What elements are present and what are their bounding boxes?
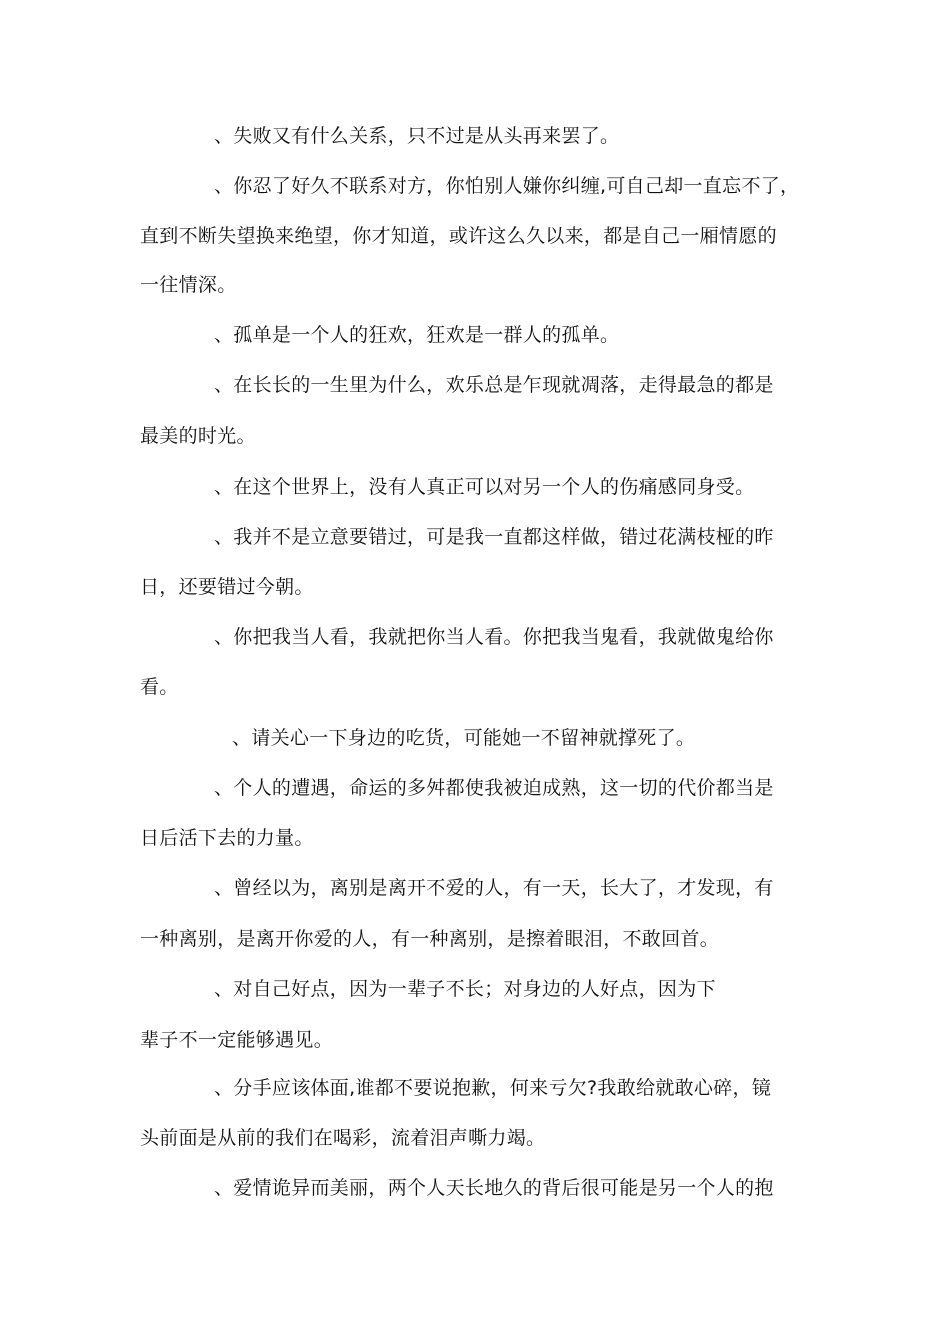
text-line: 直到不断失望换来绝望，你才知道，或许这么久以来，都是自己一厢情愿的 [140, 225, 777, 247]
text-line: 日后活下去的力量。 [140, 827, 314, 849]
text-line: 、对自己好点，因为一辈子不长；对身边的人好点，因为下 [214, 978, 716, 1000]
text-line: 、请关心一下身边的吃货，可能她一不留神就撑死了。 [232, 727, 696, 749]
text-line: 头前面是从前的我们在喝彩，流着泪声嘶力竭。 [140, 1127, 546, 1149]
text-line: 一种离别，是离开你爱的人，有一种离别，是擦着眼泪，不敢回首。 [140, 928, 720, 950]
text-line: 最美的时光。 [140, 425, 256, 447]
text-line: 看。 [140, 676, 179, 698]
text-line: 一往情深。 [140, 274, 237, 296]
text-line: 日，还要错过今朝。 [140, 576, 314, 598]
text-line: 、分手应该体面,谁都不要说抱歉，何来亏欠?我敢给就敢心碎，镜 [214, 1077, 772, 1099]
text-line: 、爱情诡异而美丽，两个人天长地久的背后很可能是另一个人的抱 [214, 1177, 774, 1199]
text-line: 辈子不一定能够遇见。 [140, 1029, 334, 1051]
text-line: 、在长长的一生里为什么，欢乐总是乍现就凋落，走得最急的都是 [214, 374, 774, 396]
text-line: 、你把我当人看，我就把你当人看。你把我当鬼看，我就做鬼给你 [214, 626, 774, 648]
text-line: 、个人的遭遇，命运的多舛都使我被迫成熟，这一切的代价都当是 [214, 777, 774, 799]
text-line: 、你忍了好久不联系对方，你怕别人嫌你纠缠,可自己却一直忘不了， [214, 175, 800, 197]
text-line: 、在这个世界上，没有人真正可以对另一个人的伤痛感同身受。 [214, 476, 755, 498]
text-line: 、失败又有什么关系，只不过是从头再来罢了。 [214, 125, 620, 147]
text-line: 、我并不是立意要错过，可是我一直都这样做，错过花满枝桠的昨 [214, 526, 774, 548]
text-line: 、孤单是一个人的狂欢，狂欢是一群人的孤单。 [214, 324, 620, 346]
text-line: 、曾经以为，离别是离开不爱的人，有一天，长大了，才发现，有 [214, 877, 774, 899]
